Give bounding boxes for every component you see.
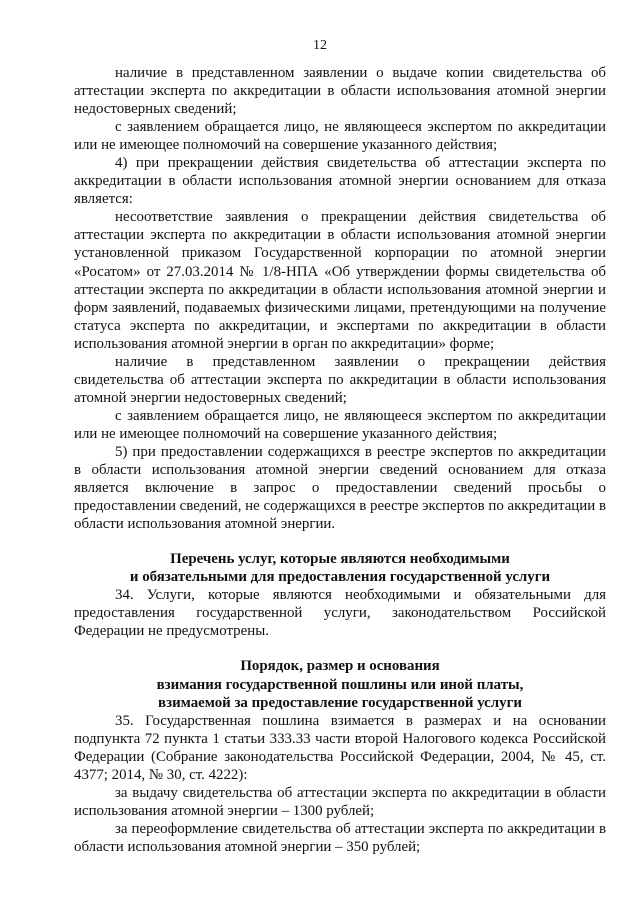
paragraph: за переоформление свидетельства об аттестации эксперта по аккредитации в области использования атомной энергии – 350 рублей; (74, 820, 606, 855)
paragraph: 5) при предоставлении содержащихся в реестре экспертов по аккредитации в области использования атомной энергии сведений основанием для отказа является включение в запрос о предоставлении сведений просьбы о предоставлении сведений, не содержащихся в реестре экспертов по аккредитации в области использования атомной энергии. (74, 443, 606, 533)
paragraph: с заявлением обращается лицо, не являющееся экспертом по аккредитации или не имеющее полномочий на совершение указанного действия; (74, 119, 606, 154)
section-heading-line: Перечень услуг, которые являются необходимыми (170, 551, 510, 568)
section-heading-line: Порядок, размер и основания (240, 658, 440, 675)
section-gap (74, 640, 606, 657)
paragraph-35: 35. Государственная пошлина взимается в размерах и на основании подпункта 72 пункта 1 статьи 333.33 части второй Налогового кодекса Российской Федерации (Собрание законодательства Российской Федерации, 2004, № 45, ст. 4377; 2014, № 30, ст. 4222): (74, 712, 606, 783)
document-body (74, 64, 606, 856)
section-gap (74, 533, 606, 550)
paragraph: несоответствие заявления о прекращении действия свидетельства об аттестации эксперта по аккредитации в области использования атомной энергии установленной приказом Государственной корпорации по атомной энергии «Росатом» от 27.03.2014 № 1/8-НПА «Об утверждении формы свидетельства об аттестации эксперта по аккредитации в области использования атомной энергии и форм заявлений, подаваемых физическими лицами, претендующими на получение статуса эксперта по аккредитации, и экспертами по аккредитации в области использования атомной энергии в орган по аккредитации» форме; (74, 209, 606, 352)
section-heading-line: взимания государственной пошлины или иной платы, (156, 676, 524, 693)
page-number: 12 (313, 38, 327, 53)
paragraph: наличие в представленном заявлении о выдаче копии свидетельства об аттестации эксперта по аккредитации в области использования атомной энергии недостоверных сведений; (74, 65, 606, 118)
paragraph-34: 34. Услуги, которые являются необходимыми и обязательными для предоставления государственной услуги, законодательством Российской Федерации не предусмотрены. (74, 587, 606, 640)
paragraph: с заявлением обращается лицо, не являющееся экспертом по аккредитации или не имеющее полномочий на совершение указанного действия; (74, 407, 606, 442)
paragraph: за выдачу свидетельства об аттестации эксперта по аккредитации в области использования атомной энергии – 1300 рублей; (74, 784, 606, 819)
paragraph: наличие в представленном заявлении о прекращении действия свидетельства об аттестации эксперта по аккредитации в области использования атомной энергии недостоверных сведений; (74, 353, 606, 406)
paragraph: 4) при прекращении действия свидетельства об аттестации эксперта по аккредитации в области использования атомной энергии основанием для отказа является: (74, 155, 606, 208)
section-heading-line: взимаемой за предоставление государственной услуги (158, 694, 522, 711)
section-heading-line: и обязательными для предоставления государственной услуги (129, 569, 551, 586)
